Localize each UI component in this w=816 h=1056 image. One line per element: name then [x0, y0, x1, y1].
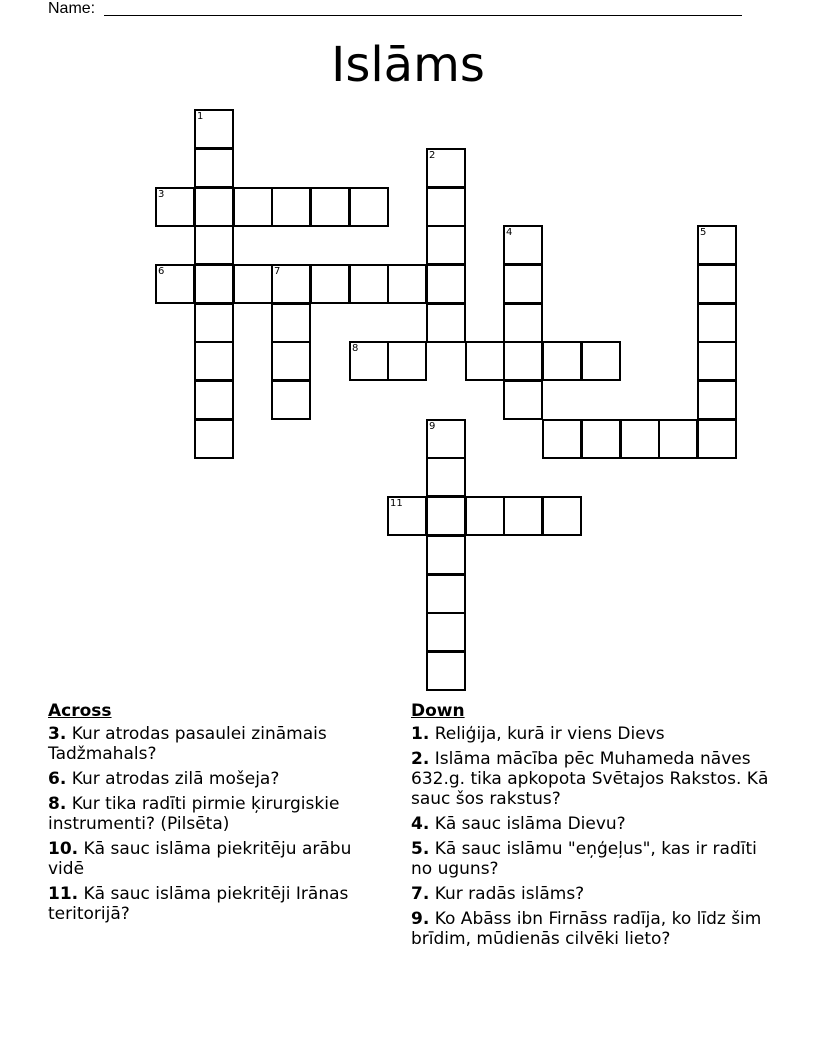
clue-across-6: 6. Kur atrodas zilā mošeja?: [48, 769, 280, 789]
grid-cell[interactable]: [426, 264, 466, 304]
grid-cell[interactable]: [349, 264, 389, 304]
clue-across-8: 8. Kur tika radīti pirmie ķirurgiskie instrumenti? (Pilsēta): [48, 794, 340, 834]
grid-cell[interactable]: [426, 187, 466, 227]
grid-cell[interactable]: [542, 341, 582, 381]
clue-number: 6: [158, 266, 165, 277]
grid-cell[interactable]: [426, 303, 466, 343]
clue-across-10: 10. Kā sauc islāma piekritēju arābu vidē: [48, 839, 352, 879]
grid-cell[interactable]: [233, 187, 273, 227]
grid-cell[interactable]: [542, 419, 582, 459]
grid-cell[interactable]: [697, 341, 737, 381]
grid-cell[interactable]: [194, 303, 234, 343]
grid-cell[interactable]: [503, 496, 543, 536]
clue-number: 3: [158, 189, 165, 200]
grid-cell[interactable]: [503, 380, 543, 420]
grid-cell[interactable]: [581, 419, 621, 459]
clue-number: 9: [429, 421, 436, 432]
clue-number: 1: [197, 111, 204, 122]
grid-cell[interactable]: [503, 341, 543, 381]
clue-number: 5: [700, 227, 707, 238]
grid-cell[interactable]: [426, 148, 466, 188]
grid-cell[interactable]: [155, 264, 195, 304]
grid-cell[interactable]: [271, 264, 311, 304]
grid-cell[interactable]: [310, 187, 350, 227]
page-title: Islāms: [331, 37, 485, 93]
grid-cell[interactable]: [233, 264, 273, 304]
grid-cell[interactable]: [426, 496, 466, 536]
down-clues: [411, 700, 781, 954]
clue-down-9: 9. Ko Abāss ibn Firnāss radīja, ko līdz šim brīdim, mūdienās cilvēki lieto?: [411, 909, 762, 949]
grid-cell[interactable]: [349, 187, 389, 227]
clue-number: 7: [274, 266, 281, 277]
clue-number: 4: [506, 227, 513, 238]
clue-down-2: 2. Islāma mācība pēc Muhameda nāves 632.g. tika apkopota Svētajos Rakstos. Kā sauc šos rakstus?: [411, 749, 769, 809]
grid-cell[interactable]: [697, 303, 737, 343]
across-heading: Across: [48, 701, 112, 721]
grid-cell[interactable]: [426, 612, 466, 652]
grid-cell[interactable]: [194, 109, 234, 149]
grid-cell[interactable]: [465, 341, 505, 381]
clue-down-1: 1. Reliģija, kurā ir viens Dievs: [411, 724, 665, 744]
grid-cell[interactable]: [465, 496, 505, 536]
clue-across-3: 3. Kur atrodas pasaulei zināmais Tadžmahals?: [48, 724, 327, 764]
grid-cell[interactable]: [194, 419, 234, 459]
grid-cell[interactable]: [271, 341, 311, 381]
grid-cell[interactable]: [542, 496, 582, 536]
clue-number: 11: [390, 498, 403, 509]
down-heading: Down: [411, 701, 465, 721]
grid-cell[interactable]: [426, 535, 466, 575]
clue-number: 2: [429, 150, 436, 161]
grid-cell[interactable]: [503, 264, 543, 304]
grid-cell[interactable]: [426, 419, 466, 459]
grid-cell[interactable]: [310, 264, 350, 304]
across-clues: [48, 700, 378, 929]
grid-cell[interactable]: [581, 341, 621, 381]
grid-cell[interactable]: [697, 225, 737, 265]
grid-cell[interactable]: [387, 496, 427, 536]
grid-cell[interactable]: [503, 225, 543, 265]
grid-cell[interactable]: [697, 264, 737, 304]
grid-cell[interactable]: [387, 341, 427, 381]
grid-cell[interactable]: [426, 225, 466, 265]
clue-down-4: 4. Kā sauc islāma Dievu?: [411, 814, 626, 834]
grid-cell[interactable]: [194, 380, 234, 420]
name-label: Name:: [48, 0, 96, 17]
grid-cell[interactable]: [349, 341, 389, 381]
grid-cell[interactable]: [697, 380, 737, 420]
grid-cell[interactable]: [194, 264, 234, 304]
grid-cell[interactable]: [271, 187, 311, 227]
clue-down-7: 7. Kur radās islāms?: [411, 884, 585, 904]
grid-cell[interactable]: [426, 651, 466, 691]
grid-cell[interactable]: [620, 419, 660, 459]
grid-cell[interactable]: [194, 187, 234, 227]
grid-cell[interactable]: [426, 457, 466, 497]
grid-cell[interactable]: [426, 574, 466, 614]
clue-across-11: 11. Kā sauc islāma piekritēji Irānas teritorijā?: [48, 884, 349, 924]
grid-cell[interactable]: [658, 419, 698, 459]
clue-number: 8: [352, 343, 359, 354]
grid-cell[interactable]: [271, 380, 311, 420]
grid-cell[interactable]: [155, 187, 195, 227]
grid-cell[interactable]: [697, 419, 737, 459]
grid-cell[interactable]: [271, 303, 311, 343]
grid-cell[interactable]: [387, 264, 427, 304]
grid-cell[interactable]: [194, 341, 234, 381]
grid-cell[interactable]: [194, 148, 234, 188]
grid-cell[interactable]: [194, 225, 234, 265]
grid-cell[interactable]: [503, 303, 543, 343]
clue-down-5: 5. Kā sauc islāmu "eņģeļus", kas ir radīti no uguns?: [411, 839, 757, 879]
